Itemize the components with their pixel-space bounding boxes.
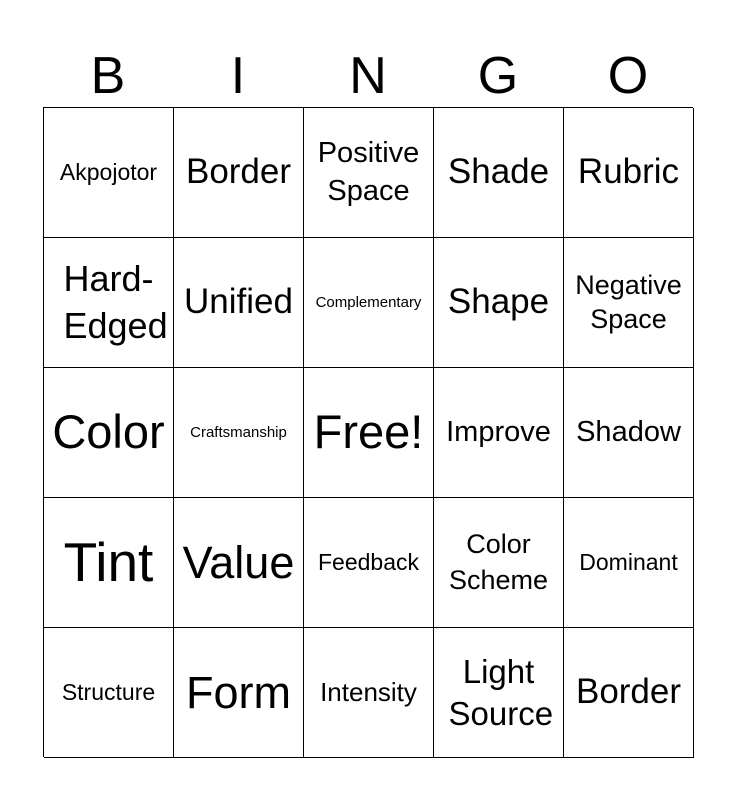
bingo-cell[interactable] bbox=[44, 368, 174, 498]
cell-text: Intensity bbox=[320, 676, 417, 707]
cell-text: Complementary bbox=[315, 293, 422, 311]
cell-text: Akpojotor bbox=[59, 159, 158, 186]
cell-text: Tint bbox=[63, 530, 154, 593]
bingo-cell[interactable] bbox=[44, 498, 174, 628]
bingo-header bbox=[43, 44, 693, 108]
cell-text: Positive Space bbox=[317, 137, 420, 207]
cell-text: Rubric bbox=[577, 152, 680, 192]
free-space-cell[interactable] bbox=[304, 368, 434, 498]
bingo-cell[interactable] bbox=[564, 628, 694, 758]
bingo-cell[interactable] bbox=[434, 238, 564, 368]
cell-text: Craftsmanship bbox=[190, 423, 287, 441]
cell-text: Feedback bbox=[317, 549, 419, 576]
bingo-cell[interactable] bbox=[304, 238, 434, 368]
bingo-cell[interactable] bbox=[174, 108, 304, 238]
header-letter-b: B bbox=[90, 47, 126, 105]
cell-text: Value bbox=[182, 536, 295, 588]
cell-text: Light Source bbox=[448, 653, 554, 732]
cell-text: Border bbox=[185, 152, 292, 192]
cell-text: Shade bbox=[447, 152, 550, 192]
bingo-cell[interactable] bbox=[304, 628, 434, 758]
bingo-cell[interactable] bbox=[434, 628, 564, 758]
bingo-cell[interactable] bbox=[174, 498, 304, 628]
bingo-cell[interactable] bbox=[44, 238, 174, 368]
bingo-cell[interactable] bbox=[564, 498, 694, 628]
cell-text: Form bbox=[186, 666, 291, 718]
bingo-cell[interactable] bbox=[174, 368, 304, 498]
cell-text: Color Scheme bbox=[448, 529, 549, 595]
cell-text: Shadow bbox=[576, 415, 681, 448]
cell-text: Shape bbox=[447, 282, 550, 322]
cell-text: Color bbox=[52, 405, 165, 459]
bingo-cell[interactable] bbox=[44, 628, 174, 758]
bingo-cell[interactable] bbox=[174, 238, 304, 368]
bingo-cell[interactable] bbox=[564, 238, 694, 368]
cell-text: Structure bbox=[61, 679, 156, 706]
bingo-cell[interactable] bbox=[174, 628, 304, 758]
header-letter-o: O bbox=[607, 47, 649, 105]
bingo-cell[interactable] bbox=[434, 368, 564, 498]
bingo-cell[interactable] bbox=[564, 368, 694, 498]
header-letter-g: G bbox=[477, 47, 519, 105]
cell-text: Hard-Edged bbox=[63, 258, 168, 346]
cell-text: Improve bbox=[446, 415, 551, 448]
cell-text: Dominant bbox=[579, 549, 678, 576]
bingo-cell[interactable] bbox=[564, 108, 694, 238]
bingo-cell[interactable] bbox=[304, 498, 434, 628]
bingo-cell[interactable] bbox=[434, 498, 564, 628]
bingo-cell[interactable] bbox=[44, 108, 174, 238]
free-space-text: Free! bbox=[313, 405, 424, 459]
bingo-cell[interactable] bbox=[434, 108, 564, 238]
bingo-cell[interactable] bbox=[304, 108, 434, 238]
cell-text: Unified bbox=[184, 282, 293, 322]
header-letter-n: N bbox=[349, 47, 387, 105]
header-letter-i: I bbox=[230, 47, 246, 105]
bingo-board bbox=[43, 107, 693, 757]
cell-text: Negative Space bbox=[575, 269, 682, 334]
cell-text: Border bbox=[575, 672, 682, 712]
